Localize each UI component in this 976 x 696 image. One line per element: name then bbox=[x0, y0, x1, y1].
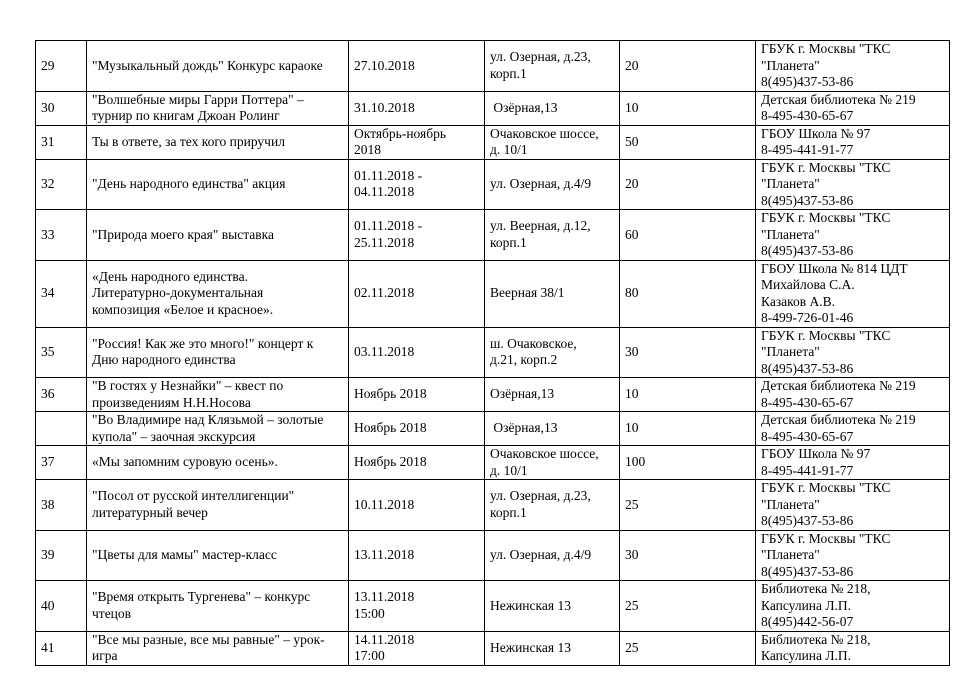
table-row bbox=[36, 41, 950, 92]
event-name-cell-text: «День народного единства. Литературно-документальная композиция «Белое и красное». bbox=[92, 268, 274, 317]
row-number-cell bbox=[36, 41, 87, 92]
event-name-cell bbox=[87, 581, 349, 632]
participant-count-cell bbox=[620, 446, 756, 480]
contact-line: "Планета" bbox=[761, 176, 820, 191]
event-date-cell-text: Ноябрь 2018 bbox=[354, 420, 427, 436]
contact-line: Капсулина Л.П. bbox=[761, 648, 852, 663]
row-number-cell bbox=[36, 446, 87, 480]
row-number-cell bbox=[36, 530, 87, 581]
participant-count-cell bbox=[620, 480, 756, 531]
row-number-cell bbox=[36, 412, 87, 446]
participant-count-cell bbox=[620, 327, 756, 378]
contact-line: 8(495)437-53-86 bbox=[761, 513, 854, 528]
organizer-contact-cell bbox=[756, 412, 950, 446]
contact-line: 8-495-430-65-67 bbox=[761, 108, 854, 123]
row-number-cell bbox=[36, 159, 87, 210]
event-place-cell bbox=[485, 159, 620, 210]
organizer-contact-cell bbox=[756, 159, 950, 210]
events-table bbox=[35, 40, 950, 666]
event-place-cell bbox=[485, 41, 620, 92]
participant-count-cell-text: 20 bbox=[625, 176, 639, 191]
event-name-cell-text: "Музыкальный дождь" Конкурс караоке bbox=[92, 57, 323, 73]
event-date-cell bbox=[349, 412, 485, 446]
event-place-cell-text: ул. Озерная, д.23, корп.1 bbox=[490, 488, 591, 520]
organizer-contact-cell bbox=[756, 378, 950, 412]
participant-count-cell-text: 50 bbox=[625, 133, 639, 149]
event-date-cell bbox=[349, 378, 485, 412]
event-name-cell-text: "День народного единства" акция bbox=[92, 176, 286, 191]
contact-line: 8-495-441-91-77 bbox=[761, 142, 854, 157]
event-place-cell bbox=[485, 260, 620, 327]
event-date-cell-text: 10.11.2018 bbox=[354, 496, 415, 512]
event-place-cell bbox=[485, 412, 620, 446]
participant-count-cell bbox=[620, 530, 756, 581]
event-place-cell-text: ул. Озерная, д.4/9 bbox=[490, 547, 592, 562]
organizer-contact-cell bbox=[756, 260, 950, 327]
event-place-cell-text: Нежинская 13 bbox=[490, 597, 571, 613]
participant-count-cell bbox=[620, 41, 756, 92]
participant-count-cell-text: 25 bbox=[625, 597, 639, 613]
contact-line: Михайлова С.А. bbox=[761, 277, 855, 292]
event-date-cell-text: Ноябрь 2018 bbox=[354, 454, 427, 470]
event-place-cell bbox=[485, 446, 620, 480]
contact-line: ГБУК г. Москвы "ТКС bbox=[761, 41, 891, 56]
event-date-cell bbox=[349, 480, 485, 531]
organizer-contact-cell bbox=[756, 210, 950, 261]
participant-count-cell bbox=[620, 91, 756, 125]
event-date-cell-text: 14.11.2018 17:00 bbox=[354, 631, 415, 663]
event-name-cell bbox=[87, 631, 349, 665]
event-place-cell-text: ул. Веерная, д.12, корп.1 bbox=[490, 218, 591, 250]
event-place-cell-text: Озёрная,13 bbox=[490, 99, 558, 115]
contact-line: "Планета" bbox=[761, 496, 820, 512]
row-number-cell bbox=[36, 91, 87, 125]
event-date-cell-text: 13.11.2018 15:00 bbox=[354, 589, 415, 621]
contact-line: ГБОУ Школа № 814 ЦДТ bbox=[761, 260, 908, 276]
events-table-body bbox=[36, 41, 950, 666]
participant-count-cell-text: 10 bbox=[625, 386, 639, 402]
event-date-cell-text: 02.11.2018 bbox=[354, 285, 415, 301]
event-name-cell bbox=[87, 378, 349, 412]
event-name-cell bbox=[87, 210, 349, 261]
participant-count-cell-text: 60 bbox=[625, 226, 639, 242]
table-row bbox=[36, 91, 950, 125]
event-name-cell-text: "Волшебные миры Гарри Поттера" – турнир по книгам Джоан Ролинг bbox=[92, 91, 304, 123]
row-number-cell-text: 32 bbox=[41, 176, 55, 191]
event-place-cell-text: Озёрная,13 bbox=[490, 386, 555, 402]
contact-line: Библиотека № 218, bbox=[761, 581, 871, 596]
row-number-cell bbox=[36, 480, 87, 531]
event-place-cell bbox=[485, 210, 620, 261]
organizer-contact-cell bbox=[756, 480, 950, 531]
event-place-cell bbox=[485, 125, 620, 159]
event-name-cell bbox=[87, 480, 349, 531]
event-place-cell-text: Нежинская 13 bbox=[490, 639, 571, 655]
contact-line: Библиотека № 218, bbox=[761, 631, 871, 647]
participant-count-cell bbox=[620, 125, 756, 159]
event-date-cell bbox=[349, 581, 485, 632]
row-number-cell-text: 29 bbox=[41, 57, 55, 73]
participant-count-cell bbox=[620, 260, 756, 327]
event-place-cell-text: ул. Озерная, д.23, корп.1 bbox=[490, 49, 591, 81]
event-name-cell-text: «Мы запомним суровую осень». bbox=[92, 454, 278, 470]
event-place-cell-text: ш. Очаковское, д.21, корп.2 bbox=[490, 335, 577, 368]
event-name-cell-text: "Россия! Как же это много!" концерт к Дню народного единства bbox=[92, 335, 314, 368]
participant-count-cell-text: 80 bbox=[625, 285, 639, 301]
event-date-cell-text: 27.10.2018 bbox=[354, 57, 415, 73]
event-date-cell bbox=[349, 159, 485, 210]
event-place-cell-text: Очаковское шоссе, д. 10/1 bbox=[490, 125, 599, 157]
contact-line: "Планета" bbox=[761, 547, 820, 562]
row-number-cell-text: 35 bbox=[41, 344, 55, 359]
event-place-cell-text: Озёрная,13 bbox=[490, 420, 558, 436]
contact-line: ГБОУ Школа № 97 bbox=[761, 446, 871, 461]
organizer-contact-cell bbox=[756, 327, 950, 378]
participant-count-cell-text: 30 bbox=[625, 344, 639, 359]
table-row bbox=[36, 125, 950, 159]
row-number-cell-text: 38 bbox=[41, 496, 55, 512]
event-name-cell-text: "Посол от русской интеллигенции" литературный вечер bbox=[92, 488, 295, 520]
event-name-cell bbox=[87, 159, 349, 210]
table-row bbox=[36, 327, 950, 378]
contact-line: Детская библиотека № 219 bbox=[761, 91, 916, 107]
event-name-cell-text: "Время открыть Тургенева" – конкурс чтецов bbox=[92, 589, 311, 621]
contact-line: ГБУК г. Москвы "ТКС bbox=[761, 327, 891, 343]
participant-count-cell bbox=[620, 631, 756, 665]
participant-count-cell-text: 10 bbox=[625, 420, 639, 436]
row-number-cell bbox=[36, 631, 87, 665]
contact-line: Капсулина Л.П. bbox=[761, 597, 852, 613]
organizer-contact-cell bbox=[756, 125, 950, 159]
participant-count-cell-text: 100 bbox=[625, 454, 646, 470]
event-place-cell bbox=[485, 530, 620, 581]
event-name-cell bbox=[87, 446, 349, 480]
contact-line: 8(495)437-53-86 bbox=[761, 192, 854, 208]
contact-line: 8(495)437-53-86 bbox=[761, 243, 854, 258]
event-name-cell-text: "Природа моего края" выставка bbox=[92, 226, 274, 242]
row-number-cell-text: 36 bbox=[41, 386, 55, 402]
participant-count-cell-text: 30 bbox=[625, 547, 639, 562]
contact-line: 8(495)442-56-07 bbox=[761, 614, 854, 629]
participant-count-cell bbox=[620, 378, 756, 412]
contact-line: ГБУК г. Москвы "ТКС bbox=[761, 210, 891, 225]
event-place-cell bbox=[485, 378, 620, 412]
table-row bbox=[36, 530, 950, 581]
event-name-cell bbox=[87, 91, 349, 125]
event-date-cell-text: 01.11.2018 - 04.11.2018 bbox=[354, 167, 423, 200]
event-date-cell bbox=[349, 91, 485, 125]
event-date-cell bbox=[349, 631, 485, 665]
row-number-cell bbox=[36, 210, 87, 261]
participant-count-cell bbox=[620, 412, 756, 446]
contact-line: 8-495-430-65-67 bbox=[761, 428, 854, 444]
event-date-cell bbox=[349, 125, 485, 159]
row-number-cell-text: 34 bbox=[41, 285, 55, 301]
event-date-cell bbox=[349, 446, 485, 480]
row-number-cell-text: 41 bbox=[41, 639, 55, 655]
event-name-cell-text: "Цветы для мамы" мастер-класс bbox=[92, 547, 277, 562]
event-date-cell-text: 01.11.2018 - 25.11.2018 bbox=[354, 218, 423, 250]
contact-line: 8(495)437-53-86 bbox=[761, 360, 854, 376]
event-date-cell bbox=[349, 530, 485, 581]
contact-line: ГБУК г. Москвы "ТКС bbox=[761, 159, 891, 175]
participant-count-cell-text: 20 bbox=[625, 57, 639, 73]
table-row bbox=[36, 631, 950, 665]
participant-count-cell-text: 25 bbox=[625, 496, 639, 512]
row-number-cell-text: 33 bbox=[41, 226, 55, 242]
contact-line: Казаков А.В. bbox=[761, 293, 836, 309]
contact-line: "Планета" bbox=[761, 57, 820, 73]
contact-line: ГБУК г. Москвы "ТКС bbox=[761, 530, 891, 546]
event-name-cell bbox=[87, 412, 349, 446]
row-number-cell-text: 39 bbox=[41, 547, 55, 562]
contact-line: Детская библиотека № 219 bbox=[761, 378, 916, 393]
contact-line: 8(495)437-53-86 bbox=[761, 74, 854, 89]
event-name-cell-text: Ты в ответе, за тех кого приручил bbox=[92, 133, 285, 149]
contact-line: 8-499-726-01-46 bbox=[761, 310, 854, 325]
event-name-cell bbox=[87, 41, 349, 92]
contact-line: 8-495-441-91-77 bbox=[761, 462, 854, 478]
event-date-cell bbox=[349, 210, 485, 261]
table-row bbox=[36, 210, 950, 261]
table-row bbox=[36, 446, 950, 480]
event-place-cell bbox=[485, 581, 620, 632]
table-row bbox=[36, 412, 950, 446]
row-number-cell bbox=[36, 327, 87, 378]
event-date-cell-text: Ноябрь 2018 bbox=[354, 386, 427, 402]
contact-line: 8-495-430-65-67 bbox=[761, 394, 854, 410]
row-number-cell-text: 31 bbox=[41, 133, 55, 149]
event-place-cell-text: Веерная 38/1 bbox=[490, 285, 565, 301]
row-number-cell bbox=[36, 581, 87, 632]
event-date-cell-text: 13.11.2018 bbox=[354, 547, 415, 562]
event-place-cell-text: Очаковское шоссе, д. 10/1 bbox=[490, 446, 599, 478]
table-row bbox=[36, 159, 950, 210]
table-row bbox=[36, 378, 950, 412]
row-number-cell-text: 40 bbox=[41, 597, 55, 613]
event-date-cell bbox=[349, 327, 485, 378]
participant-count-cell bbox=[620, 159, 756, 210]
contact-line: ГБУК г. Москвы "ТКС bbox=[761, 480, 891, 495]
row-number-cell-text: 30 bbox=[41, 99, 55, 115]
event-name-cell bbox=[87, 327, 349, 378]
participant-count-cell-text: 10 bbox=[625, 99, 639, 115]
event-name-cell bbox=[87, 125, 349, 159]
participant-count-cell-text: 25 bbox=[625, 639, 639, 655]
organizer-contact-cell bbox=[756, 581, 950, 632]
organizer-contact-cell bbox=[756, 530, 950, 581]
organizer-contact-cell bbox=[756, 631, 950, 665]
event-date-cell-text: 03.11.2018 bbox=[354, 344, 415, 359]
table-row bbox=[36, 480, 950, 531]
event-date-cell-text: 31.10.2018 bbox=[354, 99, 415, 115]
event-place-cell bbox=[485, 91, 620, 125]
event-date-cell-text: Октябрь-ноябрь 2018 bbox=[354, 125, 447, 157]
row-number-cell bbox=[36, 260, 87, 327]
contact-line: ГБОУ Школа № 97 bbox=[761, 125, 871, 141]
row-number-cell-text: 37 bbox=[41, 454, 55, 470]
table-row bbox=[36, 260, 950, 327]
event-name-cell bbox=[87, 260, 349, 327]
organizer-contact-cell bbox=[756, 91, 950, 125]
event-place-cell bbox=[485, 631, 620, 665]
organizer-contact-cell bbox=[756, 41, 950, 92]
event-name-cell-text: "В гостях у Незнайки" – квест по произведениям Н.Н.Носова bbox=[92, 378, 284, 410]
event-name-cell-text: "Все мы разные, все мы равные" – урок- игра bbox=[92, 631, 325, 663]
contact-line: 8(495)437-53-86 bbox=[761, 563, 854, 579]
organizer-contact-cell bbox=[756, 446, 950, 480]
event-place-cell-text: ул. Озерная, д.4/9 bbox=[490, 176, 592, 191]
event-place-cell bbox=[485, 480, 620, 531]
participant-count-cell bbox=[620, 210, 756, 261]
event-date-cell bbox=[349, 260, 485, 327]
contact-line: Детская библиотека № 219 bbox=[761, 412, 916, 427]
contact-line: "Планета" bbox=[761, 226, 820, 242]
row-number-cell bbox=[36, 125, 87, 159]
row-number-cell bbox=[36, 378, 87, 412]
event-date-cell bbox=[349, 41, 485, 92]
participant-count-cell bbox=[620, 581, 756, 632]
event-place-cell bbox=[485, 327, 620, 378]
event-name-cell-text: "Во Владимире над Клязьмой – золотые купола" – заочная экскурсия bbox=[92, 412, 324, 444]
event-name-cell bbox=[87, 530, 349, 581]
table-row bbox=[36, 581, 950, 632]
contact-line: "Планета" bbox=[761, 344, 820, 359]
